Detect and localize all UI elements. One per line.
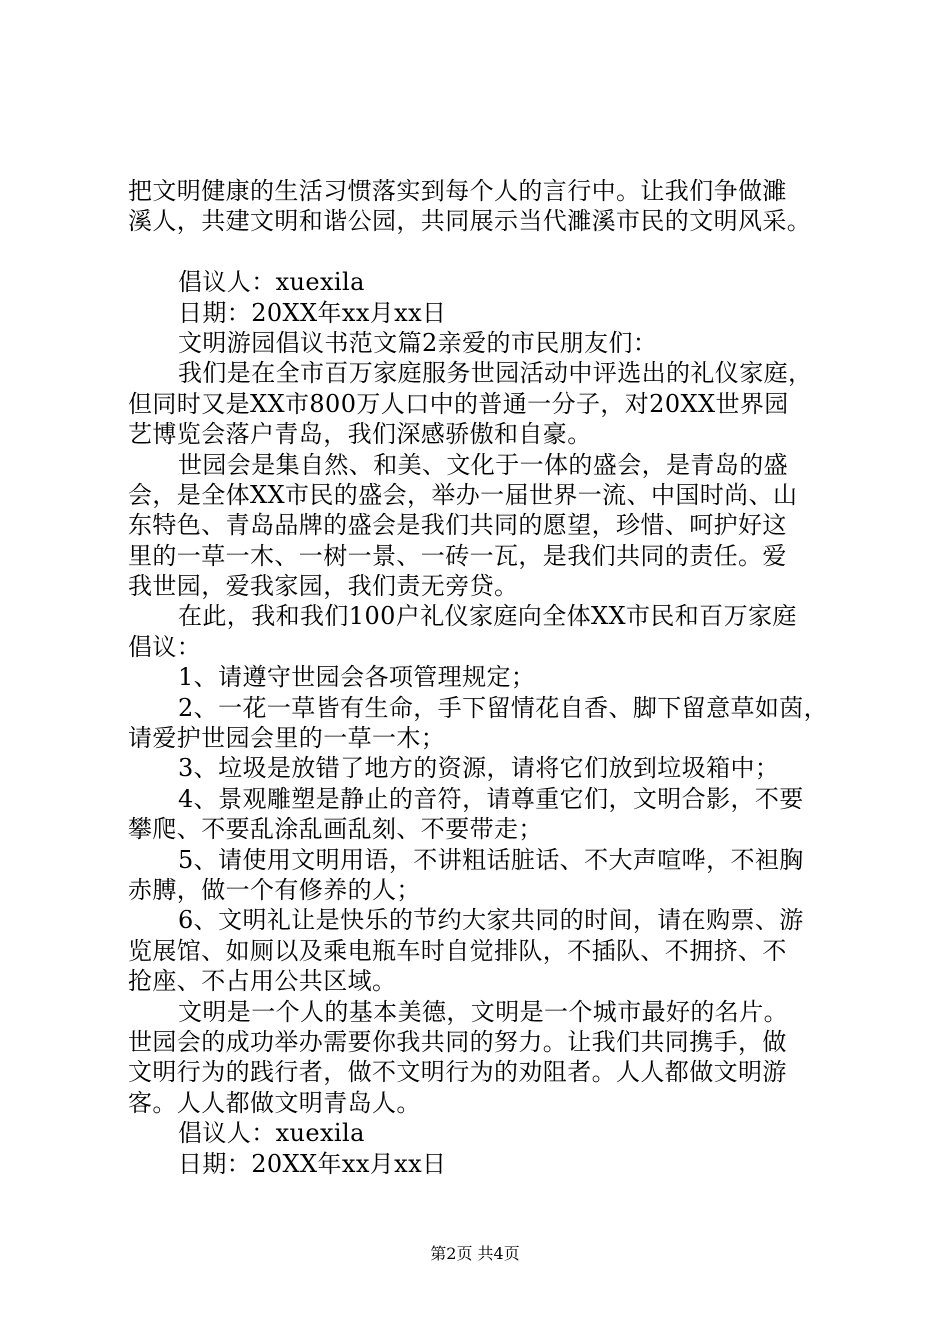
section-heading: 文明游园倡议书范文篇2亲爱的市民朋友们： bbox=[178, 328, 658, 357]
text-line: 倡议： bbox=[128, 632, 202, 661]
page-number: 第2页 共4页 bbox=[430, 1244, 520, 1263]
text-line: 里的一草一木、一树一景、一砖一瓦，是我们共同的责任。爱 bbox=[128, 541, 787, 570]
text-line: 文明是一个人的基本美德，文明是一个城市最好的名片。 bbox=[178, 997, 788, 1026]
text-line: 会，是全体XX市民的盛会，举办一届世界一流、中国时尚、山 bbox=[128, 480, 798, 509]
document-body bbox=[128, 176, 840, 1179]
list-item: 5、请使用文明用语，不讲粗话脏话、不大声喧哗，不袒胸 bbox=[178, 845, 804, 874]
page-footer bbox=[0, 1244, 950, 1264]
date-line: 日期：20XX年xx月xx日 bbox=[178, 1149, 447, 1178]
text-line: 请爱护世园会里的一草一木； bbox=[128, 724, 446, 753]
date-line: 日期：20XX年xx月xx日 bbox=[178, 298, 447, 327]
text-line: 抢座、不占用公共区域。 bbox=[128, 967, 397, 996]
text-line: 览展馆、如厕以及乘电瓶车时自觉排队，不插队、不拥挤、不 bbox=[128, 936, 787, 965]
text-line: 客。人人都做文明青岛人。 bbox=[128, 1088, 421, 1117]
list-item: 4、景观雕塑是静止的音符，请尊重它们，文明合影，不要 bbox=[178, 784, 804, 813]
list-item: 1、请遵守世园会各项管理规定； bbox=[178, 663, 536, 692]
signer-line: 倡议人：xuexila bbox=[178, 268, 365, 297]
text-line: 溪人，共建文明和谐公园，共同展示当代濉溪市民的文明风采。 bbox=[128, 207, 812, 236]
list-item: 2、一花一草皆有生命，手下留情花自香、脚下留意草如茵， bbox=[178, 693, 829, 722]
text-line: 文明行为的践行者，做不文明行为的劝阻者。人人都做文明游 bbox=[128, 1058, 787, 1087]
paragraph-gap bbox=[128, 237, 840, 267]
list-item: 6、文明礼让是快乐的节约大家共同的时间，请在购票、游 bbox=[178, 906, 804, 935]
text-line: 我们是在全市百万家庭服务世园活动中评选出的礼仪家庭， bbox=[178, 359, 813, 388]
list-item: 3、垃圾是放错了地方的资源，请将它们放到垃圾箱中； bbox=[178, 754, 780, 783]
text-line: 东特色、青岛品牌的盛会是我们共同的愿望，珍惜、呵护好这 bbox=[128, 511, 787, 540]
text-line: 我世园，爱我家园，我们责无旁贷。 bbox=[128, 572, 519, 601]
text-line: 赤膊，做一个有修养的人； bbox=[128, 875, 421, 904]
text-line: 把文明健康的生活习惯落实到每个人的言行中。让我们争做濉 bbox=[128, 177, 787, 205]
text-line: 攀爬、不要乱涂乱画乱刻、不要带走； bbox=[128, 815, 543, 844]
text-line: 世园会的成功举办需要你我共同的努力。让我们共同携手，做 bbox=[128, 1027, 787, 1056]
text-line: 在此，我和我们100户礼仪家庭向全体XX市民和百万家庭 bbox=[178, 602, 797, 631]
text-line: 世园会是集自然、和美、文化于一体的盛会，是青岛的盛 bbox=[178, 450, 788, 479]
signer-line: 倡议人：xuexila bbox=[178, 1119, 365, 1148]
text-line: 艺博览会落户青岛，我们深感骄傲和自豪。 bbox=[128, 420, 592, 449]
text-line: 但同时又是XX市800万人口中的普通一分子，对20XX世界园 bbox=[128, 389, 789, 418]
